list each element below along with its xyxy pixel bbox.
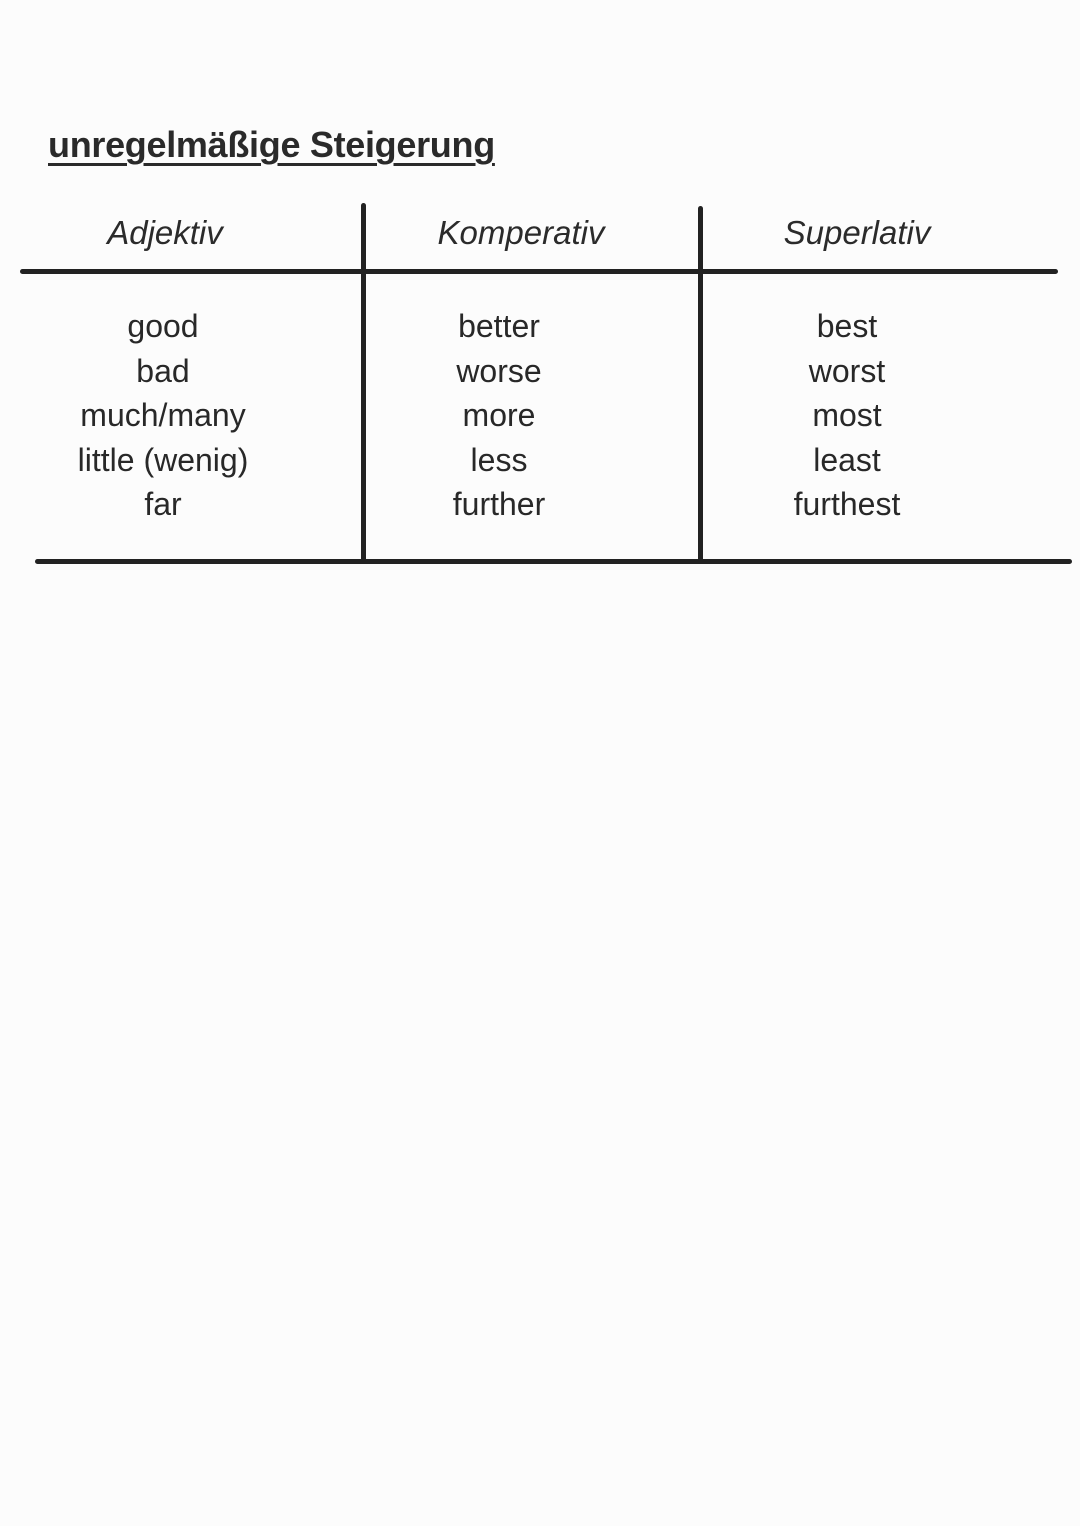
table-cell-komperativ: less [470,441,528,478]
table-cell-komperativ: further [452,486,546,522]
table-cell-superlativ: most [812,397,882,433]
column-header-superlativ: Superlativ [783,214,931,251]
adjektiv-column [38,304,288,527]
table-cell-superlativ: least [813,441,881,478]
table-cell-komperativ: worse [456,352,542,389]
table-cell-adjektiv: far [144,486,182,522]
column-divider-line-1 [361,203,366,562]
table-bottom-line [35,559,1072,564]
column-divider-line-2 [698,206,703,562]
column-header-komperativ: Komperativ [437,214,605,251]
page-title: unregelmäßige Steigerung [48,124,495,165]
superlativ-column [722,304,972,527]
table-cell-superlativ: best [816,308,878,344]
table-cell-adjektiv: good [127,308,199,344]
table-cell-superlativ: furthest [793,486,901,522]
column-header-adjektiv: Adjektiv [107,214,223,251]
table-cell-komperativ: more [462,397,536,433]
komperativ-column [374,304,624,527]
table-cell-adjektiv: much/many [80,397,246,433]
table-cell-superlativ: worst [808,352,886,389]
table-cell-komperativ: better [458,308,540,344]
table-cell-adjektiv: little (wenig) [77,441,249,478]
table-cell-adjektiv: bad [136,352,190,389]
header-divider-line [20,269,1058,274]
